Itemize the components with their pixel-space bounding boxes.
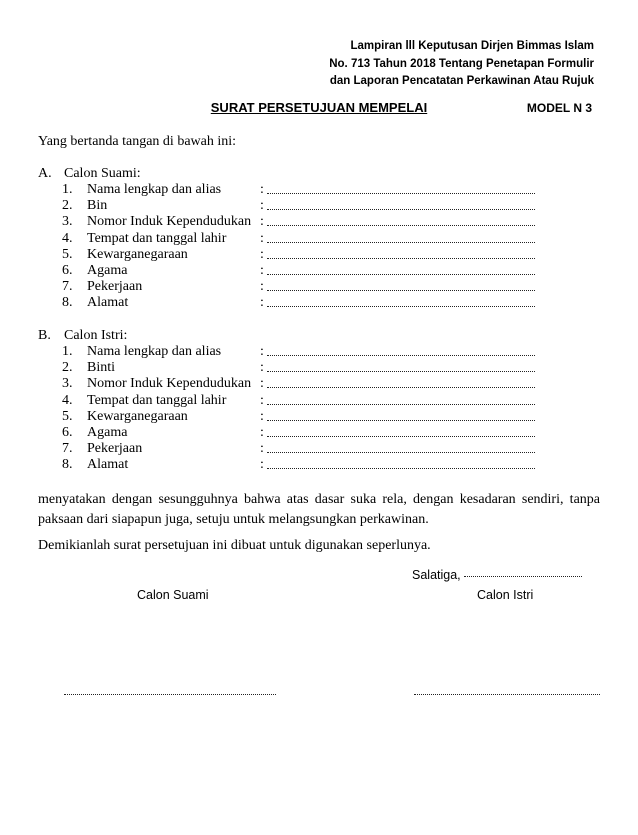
field-number: 6. [62, 262, 73, 278]
fill-in-line[interactable] [267, 242, 535, 243]
field-colon: : [260, 214, 264, 230]
closing-paragraph: Demikianlah surat persetujuan ini dibuat untuk digunakan seperlunya. [38, 538, 431, 553]
field-row [62, 295, 537, 311]
field-row [62, 263, 537, 279]
regulation-header [329, 38, 594, 91]
section-a-fields [62, 182, 537, 312]
fill-in-line[interactable] [267, 452, 535, 453]
fill-in-line[interactable] [267, 355, 535, 356]
field-label: Nomor Induk Kependudukan [87, 214, 252, 230]
fill-in-line[interactable] [267, 258, 535, 259]
fill-in-line[interactable] [267, 274, 535, 275]
field-row [62, 344, 537, 360]
field-label: Alamat [87, 457, 129, 473]
field-row [62, 198, 537, 214]
date-fill-in-line[interactable] [464, 576, 582, 577]
fill-in-line[interactable] [267, 290, 535, 291]
section-a-letter: A. [38, 166, 52, 181]
field-number: 1. [62, 344, 73, 359]
fill-in-line[interactable] [267, 225, 535, 226]
field-number: 4. [62, 392, 73, 408]
field-row [62, 457, 537, 473]
section-b-heading [38, 328, 127, 344]
form-title: SURAT PERSETUJUAN MEMPELAI [210, 100, 428, 115]
field-row [62, 279, 537, 295]
field-row [62, 376, 537, 392]
field-colon: : [260, 295, 264, 311]
field-row [62, 409, 537, 425]
field-label: Tempat dan tanggal lahir [87, 230, 227, 246]
field-label: Kewarganegaraan [87, 408, 188, 424]
header-line-2: No. 713 Tahun 2018 Tentang Penetapan Formulir [329, 57, 594, 70]
field-colon: : [260, 279, 264, 295]
fill-in-line[interactable] [267, 371, 535, 372]
field-label: Bin [87, 198, 108, 214]
wife-signature-line[interactable] [414, 694, 600, 695]
fill-in-line[interactable] [267, 387, 535, 388]
field-colon: : [260, 457, 264, 473]
field-number: 4. [62, 230, 73, 246]
fill-in-line[interactable] [267, 209, 535, 210]
field-row [62, 425, 537, 441]
field-label: Nama lengkap dan alias [87, 182, 222, 197]
section-b-letter: B. [38, 328, 51, 343]
field-row [62, 231, 537, 247]
field-colon: : [260, 376, 264, 392]
header-line-3: dan Laporan Pencatatan Perkawinan Atau Rujuk [329, 75, 594, 87]
field-label: Pekerjaan [87, 279, 143, 295]
field-number: 7. [62, 441, 73, 457]
field-number: 5. [62, 246, 73, 262]
field-number: 3. [62, 376, 73, 392]
field-label: Alamat [87, 295, 129, 311]
field-row [62, 214, 537, 230]
field-row [62, 393, 537, 409]
husband-signature-line[interactable] [64, 694, 276, 695]
field-number: 5. [62, 408, 73, 424]
field-number: 7. [62, 279, 73, 295]
fill-in-line[interactable] [267, 436, 535, 437]
field-colon: : [260, 198, 264, 214]
fill-in-line[interactable] [267, 468, 535, 469]
fill-in-line[interactable] [267, 420, 535, 421]
field-number: 8. [62, 295, 73, 311]
field-label: Agama [87, 424, 128, 440]
section-a-heading [38, 166, 141, 182]
field-label: Nomor Induk Kependudukan [87, 376, 252, 392]
field-number: 1. [62, 182, 73, 197]
place-date-line [412, 568, 582, 582]
field-row [62, 182, 537, 198]
section-b-title: Calon Istri: [64, 328, 128, 343]
field-number: 3. [62, 214, 73, 230]
wife-signature-label: Calon Istri [477, 588, 534, 602]
field-colon: : [260, 230, 264, 246]
field-label: Binti [87, 360, 116, 376]
field-colon: : [260, 424, 264, 440]
field-label: Agama [87, 262, 128, 278]
fill-in-line[interactable] [267, 404, 535, 405]
field-label: Pekerjaan [87, 441, 143, 457]
field-number: 8. [62, 457, 73, 473]
field-colon: : [260, 360, 264, 376]
field-colon: : [260, 246, 264, 262]
fill-in-line[interactable] [267, 193, 535, 194]
header-line-1: Lampiran lll Keputusan Dirjen Bimmas Islam [350, 40, 594, 52]
field-colon: : [260, 182, 264, 197]
intro-text: Yang bertanda tangan di bawah ini: [38, 134, 237, 149]
field-label: Kewarganegaraan [87, 246, 188, 262]
field-row [62, 360, 537, 376]
field-colon: : [260, 392, 264, 408]
field-number: 6. [62, 424, 73, 440]
section-a-title: Calon Suami: [64, 166, 141, 181]
field-number: 2. [62, 198, 73, 214]
field-colon: : [260, 344, 264, 359]
field-row [62, 441, 537, 457]
statement-paragraph: menyatakan dengan sesungguhnya bahwa atas dasar suka rela, dengan kesadaran sendiri, tanpa paksaan dari siapapun juga, setuju untuk melangsungkan perkawinan. [38, 492, 600, 527]
field-label: Nama lengkap dan alias [87, 344, 222, 359]
field-label: Tempat dan tanggal lahir [87, 392, 227, 408]
model-code: MODEL N 3 [526, 101, 592, 115]
section-b-fields [62, 344, 537, 474]
field-row [62, 247, 537, 263]
fill-in-line[interactable] [267, 306, 535, 307]
field-number: 2. [62, 360, 73, 376]
husband-signature-label: Calon Suami [137, 588, 209, 602]
place-name: Salatiga, [412, 568, 461, 582]
field-colon: : [260, 262, 264, 278]
field-colon: : [260, 441, 264, 457]
field-colon: : [260, 408, 264, 424]
